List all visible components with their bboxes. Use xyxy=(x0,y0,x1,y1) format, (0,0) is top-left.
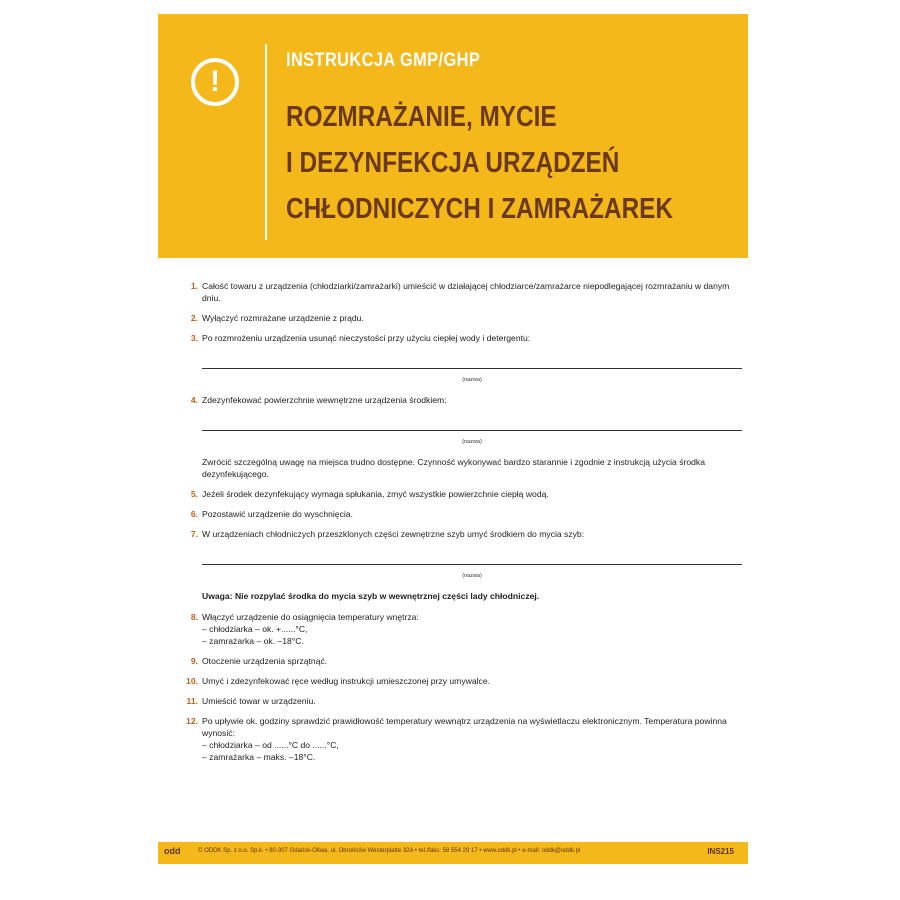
list-item xyxy=(182,312,742,324)
document-code: INS215 xyxy=(707,847,734,856)
item-text: W urządzeniach chłodniczych przeszklonych części zewnętrzne szyb umyć środkiem do mycia szyb: xyxy=(202,529,585,539)
header-banner xyxy=(158,14,748,258)
item-number: 12. xyxy=(186,716,198,726)
list-item xyxy=(182,715,742,763)
item-number: 6. xyxy=(190,509,198,519)
header-divider xyxy=(265,44,267,240)
list-item xyxy=(182,280,742,304)
note-text: Zwrócić szczególną uwagę na miejsca trudno dostępne. Czynność wykonywać bardzo starannie i zgodnie z instrukcją użycia środka dezynfekującego. xyxy=(202,457,705,479)
fill-in-label: (nazwa) xyxy=(462,573,482,579)
item-subtext: – chłodziarka – ok. +......°C, xyxy=(202,624,308,634)
item-text: Po rozmrożeniu urządzenia usunąć nieczystości przy użyciu ciepłej wody i detergentu: xyxy=(202,333,531,343)
document-title xyxy=(286,94,674,232)
title-line: CHŁODNICZYCH I ZAMRAŻAREK xyxy=(286,193,674,225)
list-item xyxy=(182,394,742,406)
item-text: Jeżeli środek dezynfekujący wymaga spłukania, zmyć wszystkie powierzchnie ciepłą wodą. xyxy=(202,489,549,499)
fill-in-field[interactable] xyxy=(202,558,742,582)
footer-bar xyxy=(158,842,748,864)
item-text: Umyć i zdezynfekować ręce według instrukcji umieszczonej przy umywalce. xyxy=(202,676,490,686)
fill-in-line xyxy=(202,368,742,369)
item-number: 5. xyxy=(190,489,198,499)
fill-in-label: (nazwa) xyxy=(462,439,482,445)
item-subtext: – chłodziarka – od ......°C do ......°C, xyxy=(202,740,339,750)
fill-in-label: (nazwa) xyxy=(462,377,482,383)
item-text: Włączyć urządzenie do osiągnięcia temperatury wnętrza: xyxy=(202,612,419,622)
fill-in-line xyxy=(202,564,742,565)
item-number: 11. xyxy=(186,696,198,706)
publisher-logo: odd xyxy=(164,846,181,856)
list-item xyxy=(182,695,742,707)
title-line: I DEZYNFEKCJA URZĄDZEŃ xyxy=(286,147,620,179)
list-item xyxy=(182,332,742,344)
item-number: 3. xyxy=(190,333,198,343)
item-text: Całość towaru z urządzenia (chłodziarki/zamrażarki) umieścić w działającej chłodziarce/zamrażarce niepodlegającej rozmrażaniu w danym dniu. xyxy=(202,281,730,303)
list-item xyxy=(182,611,742,647)
item-text: Wyłączyć rozmrażane urządzenie z prądu. xyxy=(202,313,364,323)
fill-in-field[interactable] xyxy=(202,424,742,448)
item-number: 8. xyxy=(190,612,198,622)
item-number: 2. xyxy=(190,313,198,323)
item-subtext: – zamrażarka – ok. –18°C. xyxy=(202,636,304,646)
item-text: Zdezynfekować powierzchnie wewnętrzne urządzenia środkiem: xyxy=(202,395,447,405)
list-item xyxy=(182,528,742,540)
warning-text: Uwaga: Nie rozpylać środka do mycia szyb w wewnętrznej części lady chłodniczej. xyxy=(202,591,540,601)
instruction-list xyxy=(182,280,742,771)
list-item xyxy=(182,655,742,667)
list-item xyxy=(182,675,742,687)
list-item xyxy=(182,508,742,520)
item-text: Po upływie ok. godziny sprawdzić prawidłowość temperatury wewnątrz urządzenia na wyświetlaczu elektronicznym. Temperatura powinna wynosić: xyxy=(202,716,727,738)
item-text: Pozostawić urządzenie do wyschnięcia. xyxy=(202,509,353,519)
exclamation-circle-icon: ! xyxy=(191,58,239,106)
item-subtext: – zamrażarka – maks. –18°C. xyxy=(202,752,316,762)
item-text: Otoczenie urządzenia sprzątnąć. xyxy=(202,656,328,666)
footer-contact: © ODDK Sp. z o.o. Sp.k. • 80-307 Gdańsk-Oliwa, ul. Obrońców Westerplatte 32A • tel./faks: 58 554 29 17 • www.oddk.pl • e-mail: oddk@oddk.pl xyxy=(198,848,581,854)
item-number: 7. xyxy=(190,529,198,539)
item-number: 4. xyxy=(190,395,198,405)
item-text: Umieścić towar w urządzeniu. xyxy=(202,696,316,706)
item-number: 1. xyxy=(190,281,198,291)
item-number: 9. xyxy=(190,656,198,666)
instruction-sheet xyxy=(158,14,748,886)
document-kicker: INSTRUKCJA GMP/GHP xyxy=(286,50,481,71)
fill-in-field[interactable] xyxy=(202,362,742,386)
title-line: ROZMRAŻANIE, MYCIE xyxy=(286,101,557,133)
list-item xyxy=(182,488,742,500)
fill-in-line xyxy=(202,430,742,431)
item-number: 10. xyxy=(186,676,198,686)
